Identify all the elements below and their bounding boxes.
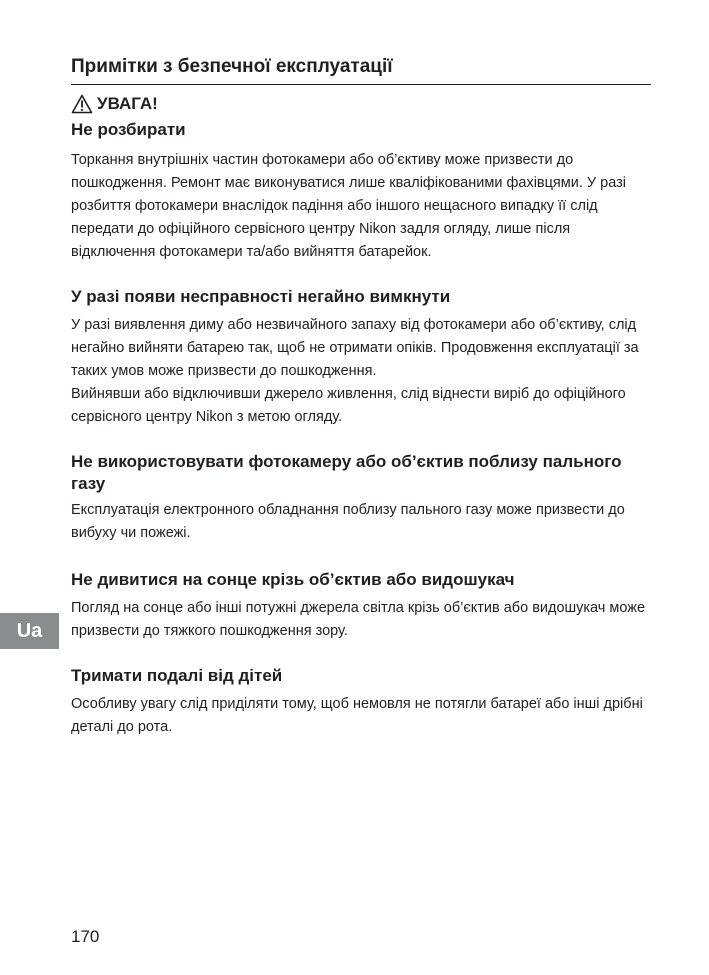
warning-triangle-icon [71,94,93,114]
language-tab: Ua [0,613,59,649]
section-paragraph: Експлуатація електронного обладнання поблизу пального газу може призвести до вибуху чи пожежі. [71,502,625,541]
section-heading: Не використовувати фотокамеру або об’єктив поблизу пального газу [71,452,622,493]
section-heading: Не розбирати [71,120,186,139]
warning-label: УВАГА! [97,94,158,113]
warning-header [71,93,651,115]
page-title: Примітки з безпечної експлуатації [71,54,651,85]
section-paragraph: Погляд на сонце або інші потужні джерела світла крізь об’єктив або видошукач може призвести до тяжкого пошкодження зору. [71,600,646,639]
section-heading: У разі появи несправності негайно вимкнути [71,287,451,306]
section-sun [71,569,651,643]
section-paragraph: Особливу увагу слід приділяти тому, щоб немовля не потягли батареї або інші дрібні деталі до рота. [71,696,643,735]
section-paragraph: Вийнявши або відключивши джерело живлення, слід віднести виріб до офіційного сервісного центру Nikon з метою огляду. [71,386,626,425]
section-children [71,665,651,739]
section-do-not-disassemble [71,119,651,264]
section-heading: Не дивитися на сонце крізь об’єктив або видошукач [71,570,515,589]
section-paragraph: Торкання внутрішніх частин фотокамери або об’єктиву може призвести до пошкодження. Ремонт має виконуватися лише кваліфікованими фахівцями. У разі розбиття фотокамери внаслідок падіння або іншого нещасного випадку її слід передати до офіційного сервісного центру Nikon задля огляду, лише після відключення фотокамери та/або вийняття батарейок. [71,152,626,260]
section-malfunction [71,286,651,429]
page-number: 170 [71,927,100,946]
section-flammable-gas [71,451,651,545]
section-heading: Тримати подалі від дітей [71,666,283,685]
page-content [71,54,651,739]
section-paragraph: У разі виявлення диму або незвичайного запаху від фотокамери або об’єктиву, слід негайно вийняти батарею так, щоб не отримати опіків. Продовження експлуатації за таких умов може призвести до пошкодження. [71,317,639,379]
